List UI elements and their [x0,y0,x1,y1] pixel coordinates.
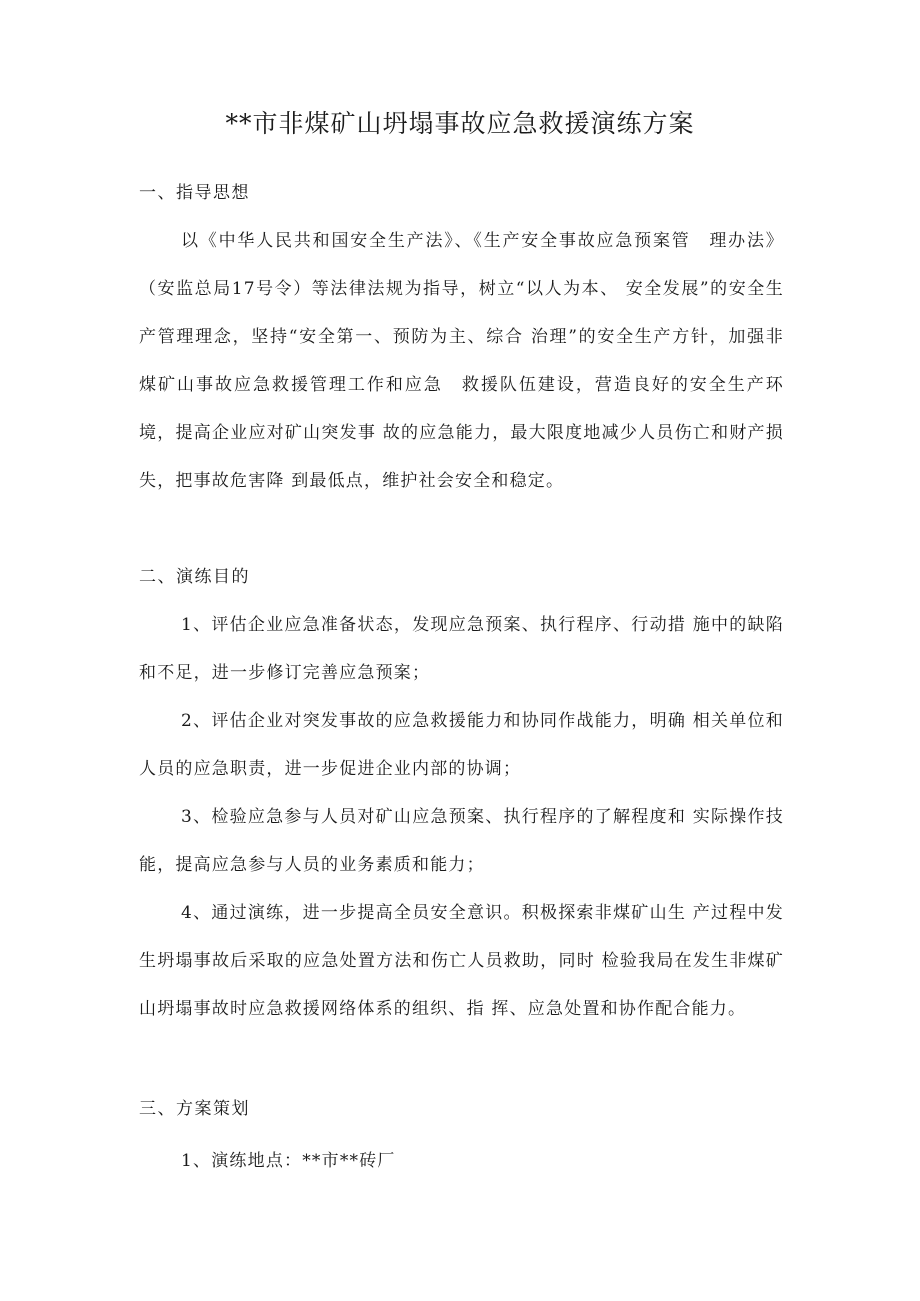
paragraph-purpose-4: 4、通过演练，进一步提高全员安全意识。积极探索非煤矿山生 产过程中发生坍塌事故后采取的应急处置方法和伤亡人员救助，同时 检验我局在发生非煤矿山坍塌事故时应急救援网络体系的组织、指 挥、应急处置和协作配合能力。 [139,903,784,1019]
paragraph-purpose-3: 3、检验应急参与人员对矿山应急预案、执行程序的了解程度和 实际操作技能，提高应急参与人员的业务素质和能力； [139,807,784,875]
section-heading-plan: 三、方案策划 [139,1099,250,1119]
paragraph-purpose-1: 1、评估企业应急准备状态，发现应急预案、执行程序、行动措 施中的缺陷和不足，进一步修订完善应急预案； [139,615,784,683]
section-heading-guiding-ideology: 一、指导思想 [139,183,250,203]
section-heading-drill-purpose: 二、演练目的 [139,567,250,587]
plan-item-drill-location: 1、演练地点：**市**砖厂 [181,1151,396,1171]
paragraph-purpose-2: 2、评估企业对突发事故的应急救援能力和协同作战能力，明确 相关单位和人员的应急职责，进一步促进企业内部的协调； [139,711,784,779]
paragraph-guiding-ideology: 以《中华人民共和国安全生产法》、《生产安全事故应急预案管 理办法》（安监总局17号令）等法律法规为指导，树立“以人为本、 安全发展”的安全生产管理理念，坚持“安全第一、预防为主、综合 治理”的安全生产方针，加强非煤矿山事故应急救援管理工作和应急 救援队伍建设，营造良好的安全生产环境，提高企业应对矿山突发事 故的应急能力，最大限度地减少人员伤亡和财产损失，把事故危害降 到最低点，维护社会安全和稳定。 [139,231,784,491]
document-title: **市非煤矿山坍塌事故应急救援演练方案 [225,109,695,138]
